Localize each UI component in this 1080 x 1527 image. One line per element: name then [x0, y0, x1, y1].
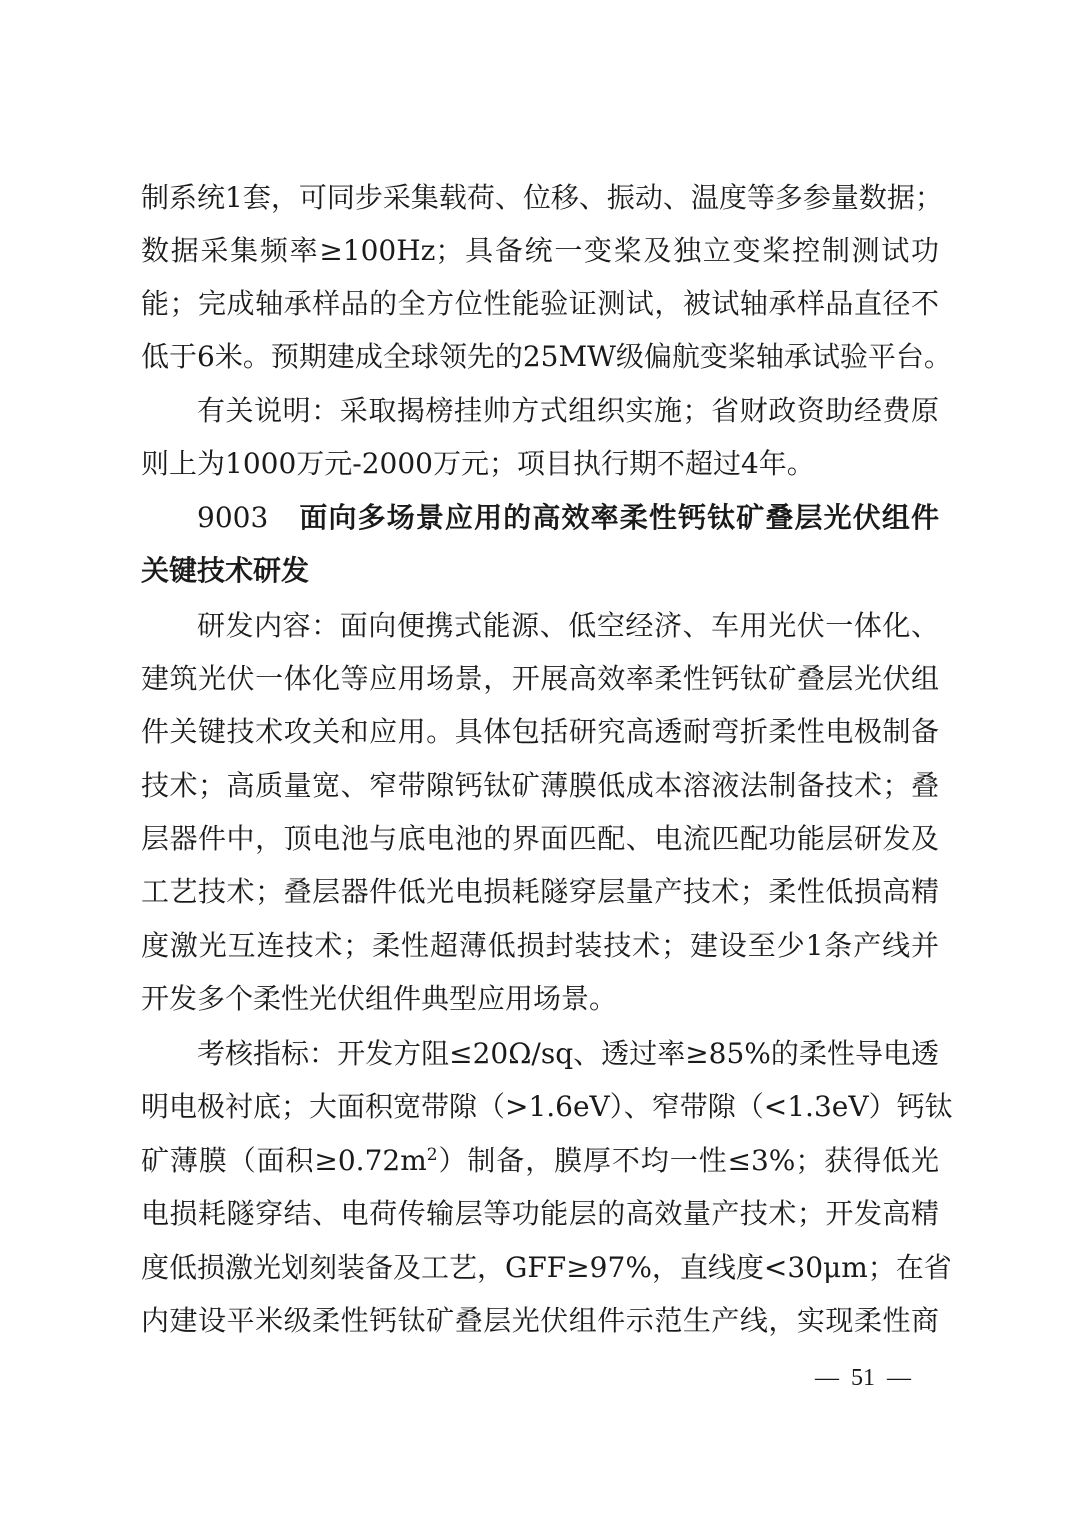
body-line: 明电极衬底；大面积宽带隙（>1.6eV）、窄带隙（<1.3eV）钙钛: [141, 1090, 953, 1123]
body-line: 层器件中，顶电池与底电池的界面匹配、电流匹配功能层研发及: [141, 822, 939, 855]
body-line: 则上为1000万元-2000万元；项目执行期不超过4年。: [141, 447, 815, 480]
body-line: 有关说明：采取揭榜挂帅方式组织实施；省财政资助经费原: [197, 394, 939, 427]
body-line: 度低损激光划刻装备及工艺，GFF≥97%，直线度<30μm；在省: [141, 1251, 952, 1284]
body-line: 件关键技术攻关和应用。具体包括研究高透耐弯折柔性电极制备: [141, 715, 939, 748]
page-number: 51: [851, 1365, 875, 1391]
body-line: 建筑光伏一体化等应用场景，开展高效率柔性钙钛矿叠层光伏组: [141, 662, 939, 695]
text-segment: 矿薄膜（面积≥0.72m: [141, 1144, 427, 1177]
body-line: 制系统1套，可同步采集载荷、位移、振动、温度等多参量数据；: [141, 181, 943, 214]
footer-dash-right: —: [887, 1365, 911, 1391]
footer-dash-left: —: [815, 1365, 839, 1391]
section-heading-continued: 关键技术研发: [141, 554, 310, 587]
body-line: 开发多个柔性光伏组件典型应用场景。: [141, 982, 618, 1015]
body-line: 度激光互连技术；柔性超薄低损封装技术；建设至少1条产线并: [141, 929, 939, 962]
body-line: 数据采集频率≥100Hz；具备统一变桨及独立变桨控制测试功: [141, 234, 939, 267]
body-line: 低于6米。预期建成全球领先的25MW级偏航变桨轴承试验平台。: [141, 340, 952, 373]
body-line: 电损耗隧穿结、电荷传输层等功能层的高效量产技术；开发高精: [141, 1197, 939, 1230]
body-line: 工艺技术；叠层器件低光电损耗隧穿层量产技术；柔性低损高精: [141, 875, 939, 908]
body-line: 内建设平米级柔性钙钛矿叠层光伏组件示范生产线，实现柔性商: [141, 1304, 939, 1337]
body-line: 技术；高质量宽、窄带隙钙钛矿薄膜低成本溶液法制备技术；叠: [141, 769, 939, 802]
section-title: 面向多场景应用的高效率柔性钙钛矿叠层光伏组件: [298, 501, 939, 534]
section-number: 9003: [197, 501, 269, 534]
superscript: 2: [426, 1145, 438, 1165]
page-footer: [808, 1360, 918, 1396]
body-line: 考核指标：开发方阻≤20Ω/sq、透过率≥85%的柔性导电透: [197, 1037, 939, 1070]
body-line: 研发内容：面向便携式能源、低空经济、车用光伏一体化、: [197, 609, 939, 642]
body-line: 能；完成轴承样品的全方位性能验证测试，被试轴承样品直径不: [141, 287, 939, 320]
text-segment: ）制备，膜厚不均一性≤3%；获得低光: [437, 1144, 939, 1177]
body-line-with-superscript: [141, 1141, 939, 1181]
section-heading: [197, 498, 939, 538]
